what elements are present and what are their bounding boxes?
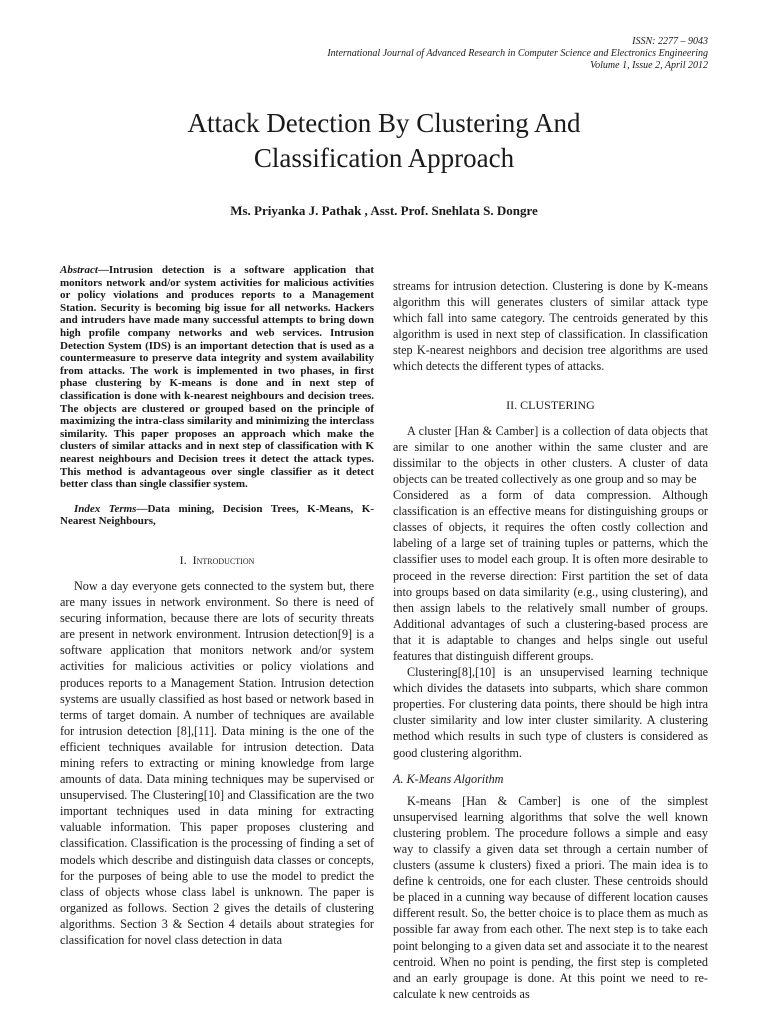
title-line-1: Attack Detection By Clustering And	[187, 108, 581, 138]
title-line-2: Classification Approach	[253, 143, 515, 173]
paper-title	[0, 106, 768, 176]
index-terms-label: Index Terms	[74, 502, 137, 515]
index-terms	[60, 503, 374, 528]
journal-name: International Journal of Advanced Research in Computer Science and Electronics Engineering	[327, 48, 708, 59]
abstract-label: Abstract	[60, 264, 98, 276]
clustering-paragraph-1: A cluster [Han & Camber] is a collection of data objects that are similar to one another within the same cluster and are dissimilar to the objects in other clusters. A cluster of data objects can be treated collectively as one group and so may be	[393, 423, 708, 486]
index-terms-text: —Data mining, Decision Trees, K-Means, K-Nearest Neighbours,	[60, 502, 374, 528]
clustering-paragraph-2: Considered as a form of data compression. Although classification is an effective means for distinguishing groups or classes of objects, it requires the often costly collection and labeling of a large set of training tuples or patterns, which the classifier uses to model each group. It is often more desirable to proceed in the reverse direction: First partition the set of data into groups based on data similarity (e.g., using clustering), and then assign labels to the relatively small number of groups. Additional advantages of such a clustering-based process are that it is adaptable to changes and helps single out useful features that distinguish different groups.	[393, 488, 708, 663]
kmeans-paragraph-1: K-means [Han & Camber] is one of the simplest unsupervised learning algorithms that solve the well known clustering problem. The procedure follows a simple and easy way to classify a given data set through a certain number of clusters (assume k clusters) fixed a priori. The main idea is to define k centroids, one for each cluster. These centroids should be placed in a cunning way because of different location causes different result. So, the better choice is to place them as much as possible far away from each other. The next step is to take each point belonging to a given data set and associate it to the nearest centroid. When no point is pending, the first step is completed and an early groupage is done. At this point we need to re-calculate k new centroids as	[393, 793, 708, 1001]
left-column	[60, 264, 374, 948]
clustering-paragraph-3: Clustering[8],[10] is an unsupervised learning technique which divides the datasets into subparts, which share common properties. For clustering data points, there should be high intra cluster similarity and low inter cluster similarity. A clustering method which results in such type of clusters is considered as good clustering algorithm.	[393, 665, 708, 760]
issn-text: ISSN: 2277 – 9043	[632, 36, 708, 47]
right-column	[393, 278, 708, 1002]
journal-header	[327, 36, 708, 72]
introduction-continued: streams for intrusion detection. Clustering is done by K-means algorithm this will generates clusters of similar attack type which fall into same category. The centroids generated by this algorithm is used in next step of classification. In classification step K-nearest neighbors and decision tree algorithms are used which detects the different types of attacks.	[393, 279, 708, 374]
abstract-text: —Intrusion detection is a software application that monitors network and/or system activities for malicious activities or policy violations and produces reports to a Management Station. Security is becoming big issue for all networks. Hackers and intruders have made many successful attempts to bring down high profile company networks and web services. Intrusion Detection System (IDS) is an important detection that is used as a countermeasure to preserve data integrity and system availability from attacks. The work is implemented in two phases, in first phase clustering by K-means is done and in next step of classification is done with k-nearest neighbours and decision trees. The objects are clustered or grouped based on the principle of maximizing the intra-class similarity and minimizing the interclass similarity. This paper proposes an approach which make the clusters of similar attacks and in next step of classification with K nearest neighbours and Decision trees it detect the attack types. This method is advantageous over single classifier as it detect better class than single classifier system.	[60, 264, 374, 491]
section-heading-clustering: II. CLUSTERING	[506, 397, 595, 412]
subsection-heading-kmeans: A. K-Means Algorithm	[393, 771, 504, 786]
section-heading-introduction: I. Introduction	[179, 552, 255, 567]
paper-authors: Ms. Priyanka J. Pathak , Asst. Prof. Snehlata S. Dongre	[230, 203, 538, 218]
abstract	[60, 264, 374, 491]
introduction-text: Now a day everyone gets connected to the system but, there are many issues in network environment. So there is need of securing information, because there are lots of security threats are present in network environment. Intrusion detection[9] is a software application that monitors network and/or system activities for malicious activities or policy violations and produces reports to a Management Station. Intrusion detection systems are usually classified as host based or network based in terms of target domain. A number of techniques are available for intrusion detection [8],[11]. Data mining is the one of the efficient techniques available for intrusion detection. Data mining refers to extracting or mining knowledge from large amounts of data. Data mining techniques may be supervised or unsupervised. The Clustering[10] and Classification are the two important techniques used in data mining for extracting valuable information. This paper proposes clustering and classification. Classification is the processing of finding a set of models which describe and distinguish data classes or concepts, for the purposes of being able to use the model to predict the class of objects whose class label is unknown. The paper is organized as follows. Section 2 gives the details of clustering algorithms. Section 3 & Section 4 details about strategies for classification for novel class detection in data	[60, 578, 374, 948]
volume-text: Volume 1, Issue 2, April 2012	[590, 60, 708, 71]
